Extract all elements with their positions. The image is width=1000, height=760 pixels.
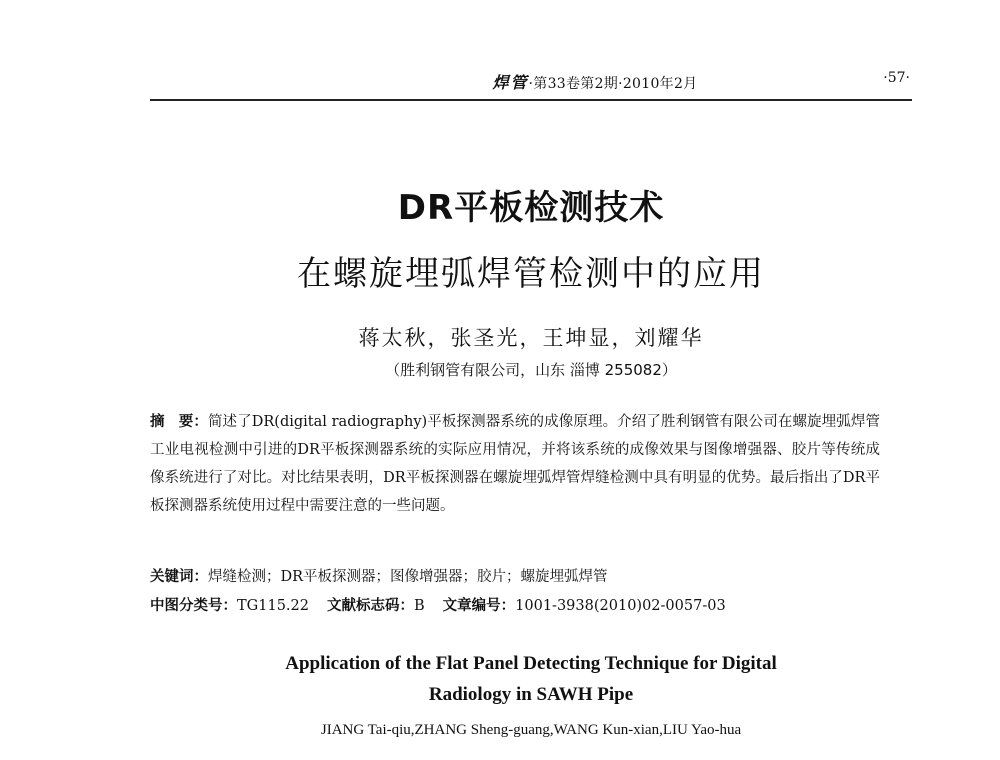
header-rule — [150, 99, 912, 101]
abstract-text: 简述了DR(digital radiography)平板探测器系统的成像原理。介绍了胜利钢管有限公司在螺旋埋弧焊管工业电视检测中引进的DR平板探测器系统的实际应用情况，并将该系统的成像效果与图像增强器、胶片等传统成像系统进行了对比。对比结果表明，DR平板探测器在螺旋埋弧焊管焊缝检测中具有明显的优势。最后指出了DR平板探测器系统使用过程中需要注意的一些问题。 — [150, 414, 881, 514]
authors-en: JIANG Tai-qiu,ZHANG Sheng-guang,WANG Kun-xian,LIU Yao-hua — [320, 722, 742, 738]
keywords-label: 关键词： — [150, 569, 208, 585]
article-id-value: 1001-3938(2010)02-0057-03 — [515, 598, 726, 614]
clc-value: TG115.22 — [237, 598, 309, 614]
keywords — [150, 566, 880, 588]
clc-label: 中图分类号： — [150, 598, 237, 614]
running-header — [150, 70, 910, 94]
journal-name: 焊管 — [492, 73, 529, 92]
doc-code-label: 文献标志码： — [327, 598, 414, 614]
title-cn-line-1: DR平板检测技术 — [397, 188, 665, 228]
issue-info: ·第33卷第2期·2010年2月 — [528, 76, 698, 92]
title-en-line-2: Radiology in SAWH Pipe — [428, 684, 634, 705]
affiliation-cn: （胜利钢管有限公司，山东 淄博 255082） — [385, 361, 677, 379]
authors-cn: 蒋太秋，张圣光，王坤显，刘耀华 — [358, 326, 704, 350]
classification — [150, 595, 910, 617]
title-en-line-1: Application of the Flat Panel Detecting Technique for Digital — [285, 653, 777, 674]
page-number: ·57· — [883, 70, 910, 86]
doc-code-value: B — [414, 598, 425, 614]
abstract — [150, 408, 880, 520]
journal-info — [385, 70, 805, 93]
article-id-label: 文章编号： — [442, 598, 516, 614]
keywords-text: 焊缝检测；DR平板探测器；图像增强器；胶片；螺旋埋弧焊管 — [208, 569, 608, 585]
abstract-label: 摘 要： — [150, 414, 208, 430]
title-cn-line-2: 在螺旋埋弧焊管检测中的应用 — [297, 254, 765, 294]
